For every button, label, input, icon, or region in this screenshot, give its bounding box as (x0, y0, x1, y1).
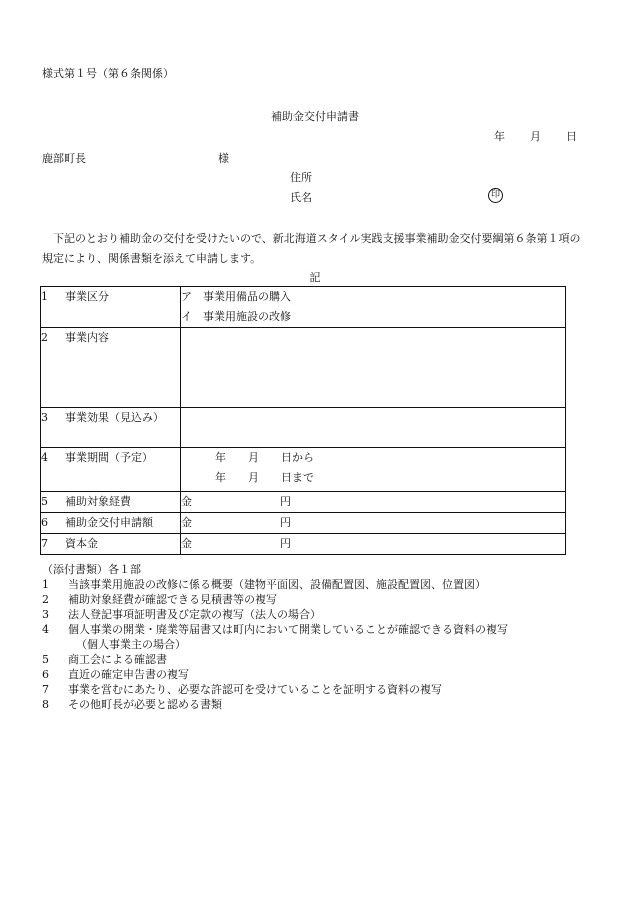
document-title: 補助金交付申請書 (271, 110, 359, 123)
row-value-line: ア 事業用備品の購入 (181, 290, 291, 303)
row-value-line: 金 円 (181, 516, 291, 529)
name-label: 氏名 (290, 191, 312, 204)
row-label-cell (41, 492, 181, 513)
attachment-number: 3 (42, 608, 49, 621)
row-label: 事業効果（見込み） (65, 411, 164, 424)
row-value-cell[interactable] (181, 328, 566, 408)
table-row (41, 287, 566, 328)
attachments-heading: （添付書類）各１部 (42, 563, 141, 576)
row-label: 事業期間（予定） (65, 451, 153, 464)
attachment-item (42, 682, 602, 697)
attachment-item (42, 667, 602, 682)
row-label: 資本金 (65, 537, 98, 550)
attachments-list (42, 577, 602, 712)
seal-mark: 印 (488, 188, 503, 203)
row-number: 3 (41, 411, 48, 424)
attachment-item (42, 652, 602, 667)
table-row (41, 513, 566, 534)
date-day-label: 日 (566, 130, 577, 143)
row-label: 事業区分 (65, 290, 109, 303)
request-paragraph: 下記のとおり補助金の交付を受けたいので、新北海道スタイル実践支援事業補助金交付要綱第６条第１項の規定により、関係書類を添えて申請します。 (42, 232, 581, 265)
attachment-number: 7 (42, 683, 49, 696)
attachment-number: 6 (42, 668, 49, 681)
attachment-text: （個人事業主の場合） (76, 638, 186, 651)
attachment-number: 1 (42, 578, 49, 591)
row-value-cell[interactable] (181, 513, 566, 534)
row-value-line: 金 円 (181, 495, 291, 508)
attachment-text: 事業を営むにあたり、必要な許認可を受けていることを証明する資料の複写 (68, 683, 442, 696)
date-month-label: 月 (530, 130, 541, 143)
row-value-cell[interactable] (181, 448, 566, 492)
row-label-cell (41, 513, 181, 534)
form-number: 様式第１号（第６条関係） (42, 67, 174, 80)
row-value-line: 金 円 (181, 537, 291, 550)
attachment-text: その他町長が必要と認める書類 (68, 698, 222, 711)
attachment-item (42, 697, 602, 712)
row-label-cell (41, 448, 181, 492)
attachment-text: 個人事業の開業・廃業等届書又は町内において開業していることが確認できる資料の複写 (68, 623, 508, 636)
attachment-number: 2 (42, 593, 49, 606)
ki-heading: 記 (309, 271, 321, 284)
table-row (41, 448, 566, 492)
row-value-line: 年 月 日から (215, 451, 314, 464)
addressee: 鹿部町長 (42, 152, 86, 165)
attachment-text: 補助対象経費が確認できる見積書等の複写 (68, 593, 277, 606)
row-number: 6 (41, 516, 48, 529)
attachment-number: 8 (42, 698, 49, 711)
honorific: 様 (218, 152, 229, 165)
attachment-text: 商工会による確認書 (68, 653, 167, 666)
attachment-item (42, 577, 602, 592)
application-table (40, 286, 566, 555)
row-label: 補助金交付申請額 (65, 516, 153, 529)
row-label-cell (41, 287, 181, 328)
attachments-section (42, 562, 602, 712)
attachment-number: 4 (42, 623, 49, 636)
attachment-text: 法人登記事項証明書及び定款の複写（法人の場合） (68, 608, 321, 621)
table-row (41, 492, 566, 513)
table-row (41, 408, 566, 448)
date-year-label: 年 (494, 130, 505, 143)
row-label: 補助対象経費 (65, 495, 131, 508)
row-value-cell[interactable] (181, 534, 566, 555)
table-row (41, 328, 566, 408)
row-value-cell[interactable] (181, 492, 566, 513)
row-label-cell (41, 408, 181, 448)
row-value-line: イ 事業用施設の改修 (181, 310, 291, 323)
address-label: 住所 (290, 171, 312, 184)
row-label: 事業内容 (65, 331, 109, 344)
attachment-item (42, 622, 602, 637)
attachment-item (42, 592, 602, 607)
row-number: 2 (41, 331, 48, 344)
table-row (41, 534, 566, 555)
attachment-item (42, 637, 602, 652)
row-label-cell (41, 534, 181, 555)
attachment-text: 当該事業用施設の改修に係る概要（建物平面図、設備配置図、施設配置図、位置図） (68, 578, 486, 591)
row-number: 5 (41, 495, 48, 508)
row-number: 7 (41, 537, 48, 550)
attachment-item (42, 607, 602, 622)
row-number: 1 (41, 290, 48, 303)
row-number: 4 (41, 451, 48, 464)
row-value-cell[interactable] (181, 287, 566, 328)
row-value-line: 年 月 日まで (215, 471, 314, 484)
row-value-cell[interactable] (181, 408, 566, 448)
row-label-cell (41, 328, 181, 408)
attachment-number: 5 (42, 653, 49, 666)
attachment-text: 直近の確定申告書の複写 (68, 668, 189, 681)
